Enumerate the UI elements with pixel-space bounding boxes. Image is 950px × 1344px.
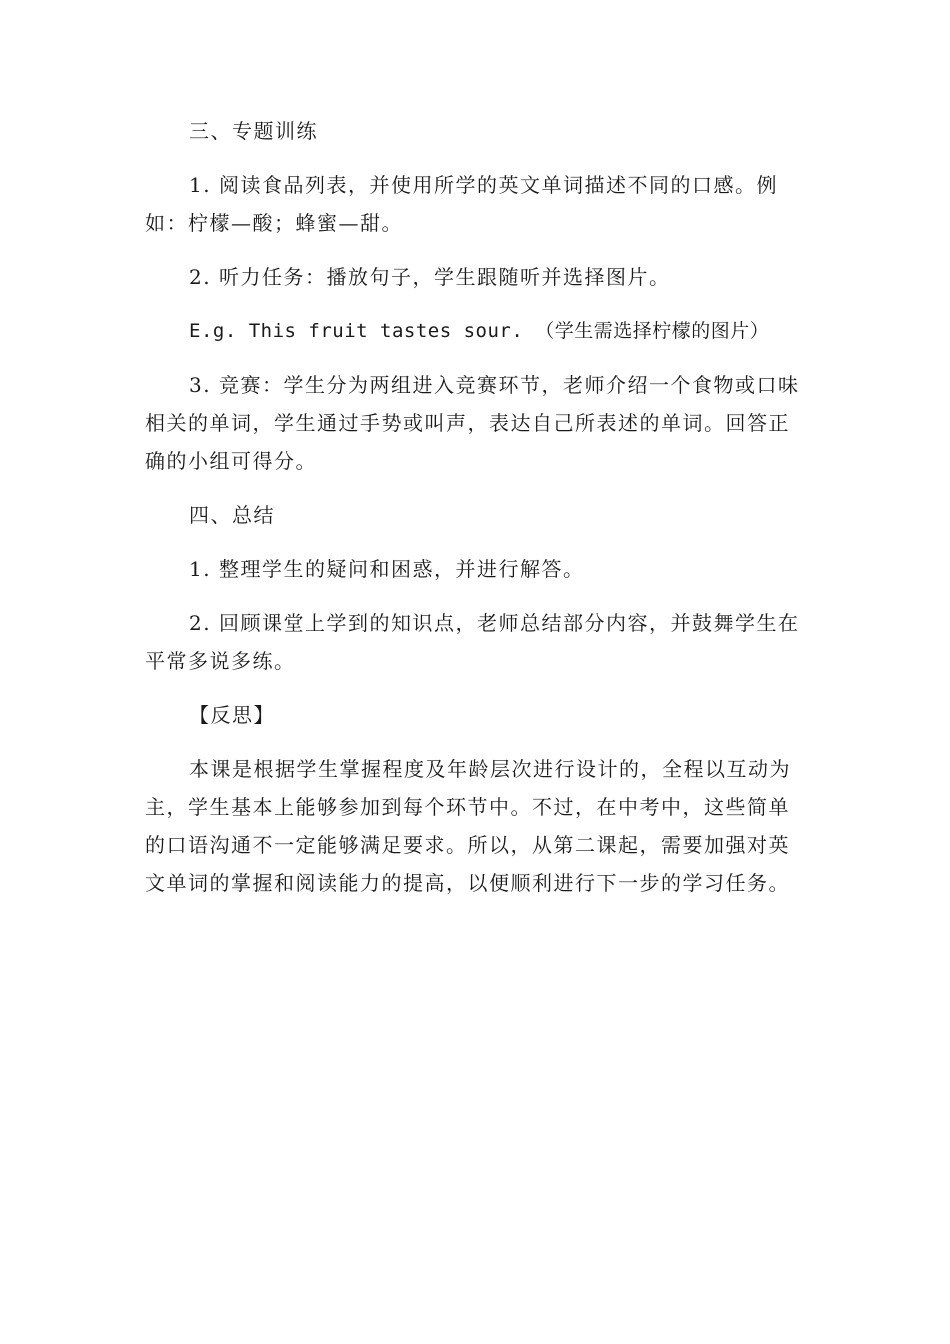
training-item-1: 1. 阅读食品列表，并使用所学的英文单词描述不同的口感。例如：柠檬—酸；蜂蜜—甜。 — [145, 173, 778, 235]
reflection-heading: 【反思】 — [189, 703, 275, 727]
summary-item-2: 2. 回顾课堂上学到的知识点，老师总结部分内容，并鼓舞学生在平常多说多练。 — [145, 611, 800, 673]
training-item-3: 3. 竞赛：学生分为两组进入竞赛环节，老师介绍一个食物或口味相关的单词，学生通过手势或叫声，表达自己所表述的单词。回答正确的小组可得分。 — [145, 373, 800, 473]
training-item-2: 2. 听力任务：播放句子，学生跟随听并选择图片。 — [189, 265, 671, 289]
training-example: E.g. This fruit tastes sour. （学生需选择柠檬的图片） — [189, 320, 770, 342]
reflection-body: 本课是根据学生掌握程度及年龄层次进行设计的，全程以互动为主，学生基本上能够参加到每个环节中。不过，在中考中，这些简单的口语沟通不一定能够满足要求。所以，从第二课起，需要加强对英文单词的掌握和阅读能力的提高，以便顺利进行下一步的学习任务。 — [145, 757, 791, 895]
document-body — [145, 112, 805, 918]
section-heading-summary: 四、总结 — [189, 503, 275, 527]
section-heading-training: 三、专题训练 — [189, 119, 318, 143]
summary-item-1: 1. 整理学生的疑问和困惑，并进行解答。 — [189, 557, 585, 581]
